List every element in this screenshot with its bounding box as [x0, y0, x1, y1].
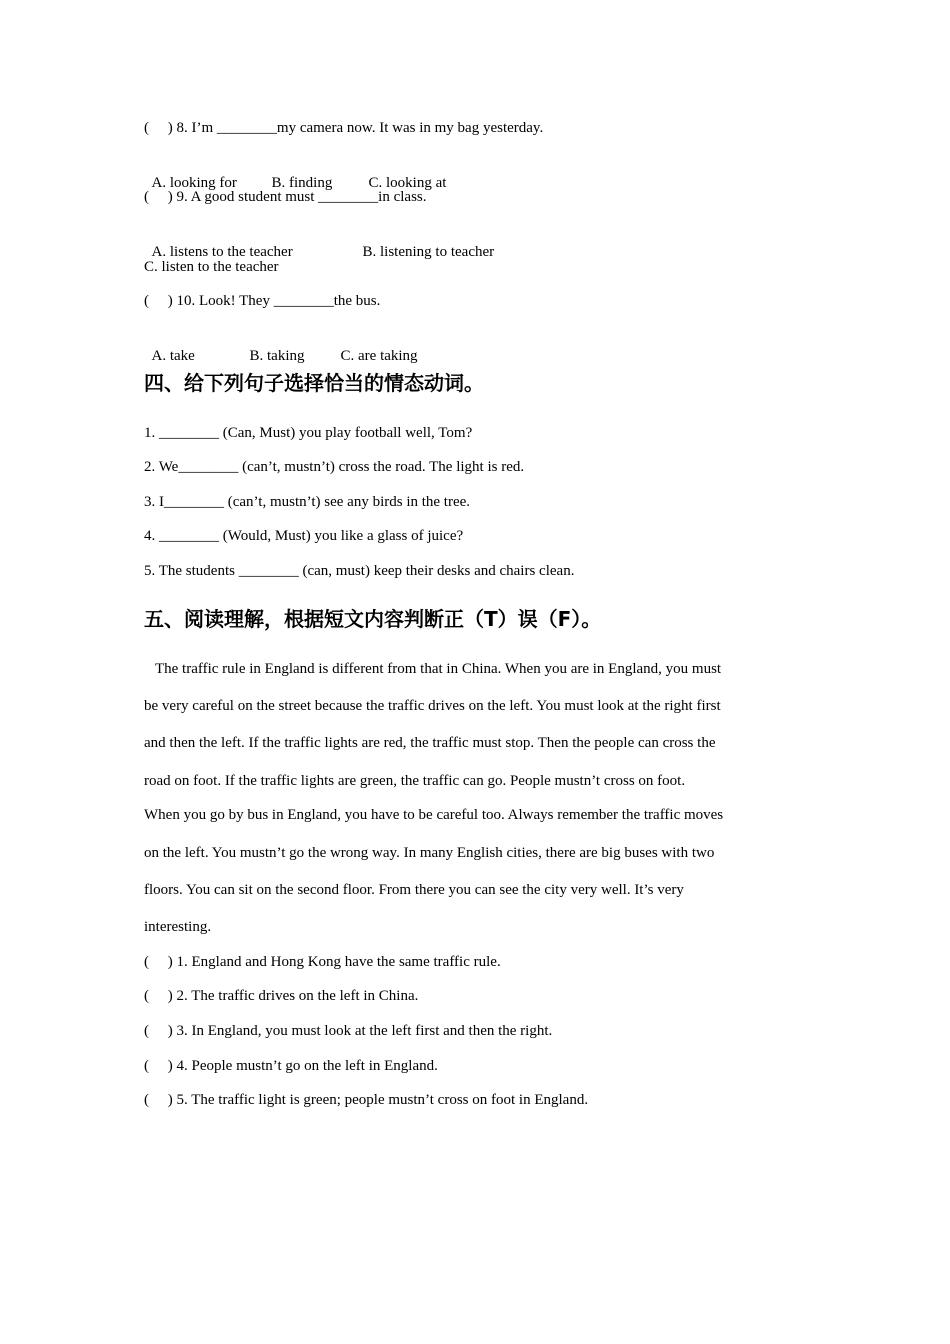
question-9-stem: ( ) 9. A good student must ________in class.: [144, 189, 427, 205]
option-b: B. listening to teacher: [362, 244, 495, 260]
modal-item-5: 5. The students ________ (can, must) keep their desks and chairs clean.: [144, 563, 575, 579]
modal-item-3: 3. I________ (can’t, mustn’t) see any birds in the tree.: [144, 494, 471, 510]
passage-line-3: and then the left. If the traffic lights are red, the traffic must stop. Then the people can cross the: [144, 735, 716, 751]
tf-question-5: ( ) 5. The traffic light is green; people mustn’t cross on foot in England.: [144, 1092, 589, 1108]
passage-line-4: road on foot. If the traffic lights are green, the traffic can go. People mustn’t cross on foot.: [144, 773, 686, 789]
passage-line-8: interesting.: [144, 919, 212, 935]
option-a: A. listens to the teacher: [151, 244, 293, 260]
option-c: C. are taking: [340, 348, 418, 364]
option-a: A. take: [151, 348, 195, 364]
option-c: C. looking at: [368, 175, 447, 191]
passage-line-6: on the left. You mustn’t go the wrong way. In many English cities, there are big buses with two: [144, 845, 715, 861]
question-8-stem: ( ) 8. I’m ________my camera now. It was in my bag yesterday.: [144, 120, 544, 136]
modal-item-4: 4. ________ (Would, Must) you like a glass of juice?: [144, 528, 464, 544]
tf-question-4: ( ) 4. People mustn’t go on the left in England.: [144, 1058, 438, 1074]
passage-line-5: When you go by bus in England, you have to be careful too. Always remember the traffic moves: [144, 807, 724, 823]
modal-item-1: 1. ________ (Can, Must) you play football well, Tom?: [144, 425, 473, 441]
question-10-stem: ( ) 10. Look! They ________the bus.: [144, 293, 381, 309]
section-4-title: 四、给下列句子选择恰当的情态动词。: [144, 371, 484, 395]
modal-item-2: 2. We________ (can’t, mustn’t) cross the road. The light is red.: [144, 459, 525, 475]
option-b: B. finding: [271, 175, 333, 191]
tf-question-1: ( ) 1. England and Hong Kong have the same traffic rule.: [144, 954, 501, 970]
question-9-options-ab: [144, 222, 494, 262]
tf-question-3: ( ) 3. In England, you must look at the left first and then the right.: [144, 1023, 553, 1039]
passage-line-7: floors. You can sit on the second floor. From there you can see the city very well. It’s very: [144, 882, 684, 898]
option-a: A. looking for: [151, 175, 237, 191]
section-5-title: 五、阅读理解，根据短文内容判断正（T）误（F）。: [144, 607, 602, 631]
question-10-options: [144, 326, 418, 366]
option-b: B. taking: [249, 348, 305, 364]
question-9-option-c: C. listen to the teacher: [144, 259, 279, 275]
passage-line-2: be very careful on the street because the traffic drives on the left. You must look at the right first: [144, 698, 721, 714]
tf-question-2: ( ) 2. The traffic drives on the left in China.: [144, 988, 419, 1004]
passage-line-1: The traffic rule in England is different from that in China. When you are in England, you must: [144, 661, 722, 677]
